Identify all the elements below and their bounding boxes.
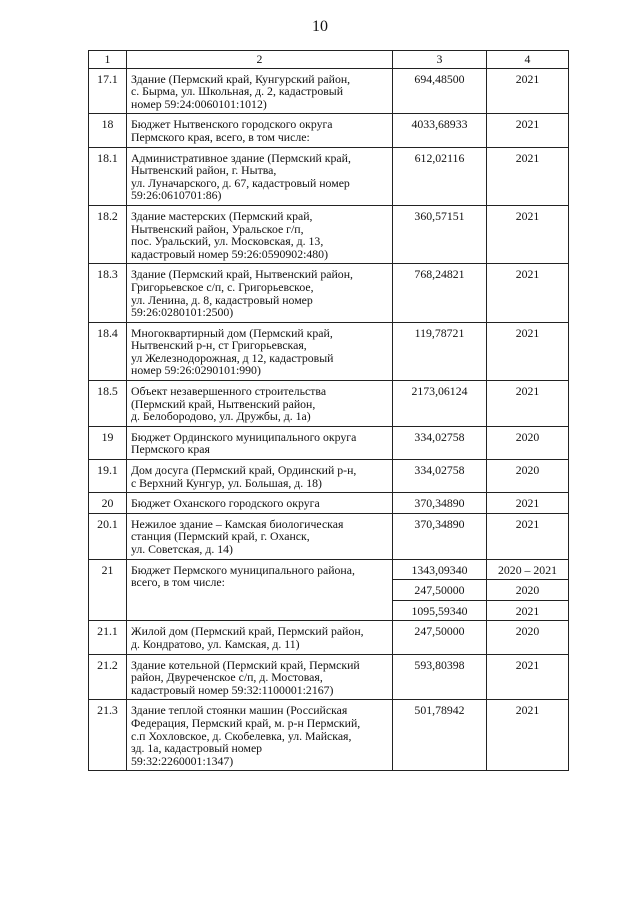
row-description: Здание (Пермский край, Кунгурский район, с. Бырма, ул. Школьная, д. 2, кадастровый номер 59:24:0060101:1012) (127, 68, 393, 114)
row-value: 247,50000 (393, 580, 487, 601)
row-value: 119,78721 (393, 322, 487, 380)
row-value: 768,24821 (393, 264, 487, 322)
row-value: 612,02116 (393, 147, 487, 205)
row-number: 19 (89, 426, 127, 459)
row-description: Жилой дом (Пермский край, Пермский район, д. Кондратово, ул. Камская, д. 11) (127, 621, 393, 654)
row-value: 1095,59340 (393, 600, 487, 621)
row-year: 2021 (487, 264, 569, 322)
table-header-row (89, 51, 569, 69)
row-value: 360,57151 (393, 205, 487, 263)
table-row (89, 460, 569, 493)
row-number: 17.1 (89, 68, 127, 114)
row-number: 18.3 (89, 264, 127, 322)
header-col-3: 3 (393, 51, 487, 69)
row-year: 2021 (487, 600, 569, 621)
table-row (89, 621, 569, 654)
row-value: 247,50000 (393, 621, 487, 654)
row-year: 2021 (487, 114, 569, 147)
row-description: Здание (Пермский край, Нытвенский район, Григорьевское с/п, с. Григорьевское, ул. Ленина, д. 8, кадастровый номер 59:26:0280101:2500) (127, 264, 393, 322)
table-row (89, 559, 569, 580)
row-value: 501,78942 (393, 700, 487, 771)
row-value: 4033,68933 (393, 114, 487, 147)
row-number: 21.3 (89, 700, 127, 771)
row-number: 19.1 (89, 460, 127, 493)
table-row (89, 205, 569, 263)
row-year: 2020 (487, 460, 569, 493)
row-value: 2173,06124 (393, 381, 487, 427)
row-description: Здание мастерских (Пермский край, Нытвенский район, Уральское г/п, пос. Уральский, ул. Московская, д. 13, кадастровый номер 59:26:0590902:480) (127, 205, 393, 263)
row-number: 20 (89, 493, 127, 514)
table-row (89, 322, 569, 380)
row-year: 2021 (487, 513, 569, 559)
row-number: 20.1 (89, 513, 127, 559)
table-row (89, 68, 569, 114)
row-number: 18.1 (89, 147, 127, 205)
row-description: Нежилое здание – Камская биологическая станция (Пермский край, г. Оханск, ул. Советская, д. 14) (127, 513, 393, 559)
row-number: 18.4 (89, 322, 127, 380)
row-description: Бюджет Пермского муниципального района, всего, в том числе: (127, 559, 393, 621)
table-row (89, 426, 569, 459)
row-value: 370,34890 (393, 513, 487, 559)
row-description: Бюджет Нытвенского городского округа Пермского края, всего, в том числе: (127, 114, 393, 147)
row-description: Дом досуга (Пермский край, Ординский р-н, с Верхний Кунгур, ул. Большая, д. 18) (127, 460, 393, 493)
row-description: Здание котельной (Пермский край, Пермский район, Двуреченское с/п, д. Мостовая, кадастровый номер 59:32:1100001:2167) (127, 654, 393, 700)
table-row (89, 700, 569, 771)
table-row (89, 493, 569, 514)
header-col-2: 2 (127, 51, 393, 69)
row-number: 18.2 (89, 205, 127, 263)
row-number: 18 (89, 114, 127, 147)
row-number: 21.1 (89, 621, 127, 654)
table-row (89, 381, 569, 427)
row-year: 2021 (487, 700, 569, 771)
header-col-4: 4 (487, 51, 569, 69)
row-value: 593,80398 (393, 654, 487, 700)
row-year: 2020 (487, 621, 569, 654)
row-value: 334,02758 (393, 460, 487, 493)
row-value: 694,48500 (393, 68, 487, 114)
row-year: 2021 (487, 654, 569, 700)
table-row (89, 513, 569, 559)
row-description: Объект незавершенного строительства (Пермский край, Нытвенский район, д. Белобородово, ул. Дружбы, д. 1а) (127, 381, 393, 427)
row-year: 2020 – 2021 (487, 559, 569, 580)
row-year: 2021 (487, 493, 569, 514)
row-value: 334,02758 (393, 426, 487, 459)
row-year: 2021 (487, 147, 569, 205)
row-description: Бюджет Ординского муниципального округа Пермского края (127, 426, 393, 459)
row-year: 2020 (487, 580, 569, 601)
budget-table (88, 50, 569, 771)
row-year: 2021 (487, 68, 569, 114)
row-value: 1343,09340 (393, 559, 487, 580)
row-description: Бюджет Оханского городского округа (127, 493, 393, 514)
table-row (89, 654, 569, 700)
header-col-1: 1 (89, 51, 127, 69)
row-year: 2021 (487, 381, 569, 427)
row-description: Административное здание (Пермский край, Нытвенский район, г. Нытва, ул. Луначарского, д. 67, кадастровый номер 59:26:0610701:86) (127, 147, 393, 205)
table-row (89, 264, 569, 322)
row-year: 2020 (487, 426, 569, 459)
row-number: 21.2 (89, 654, 127, 700)
row-year: 2021 (487, 322, 569, 380)
row-year: 2021 (487, 205, 569, 263)
row-number: 21 (89, 559, 127, 621)
row-number: 18.5 (89, 381, 127, 427)
page-number: 10 (312, 18, 328, 35)
row-value: 370,34890 (393, 493, 487, 514)
row-description: Многоквартирный дом (Пермский край, Нытвенский р-н, ст Григорьевская, ул Железнодорожная, д 12, кадастровый номер 59:26:0290101:990) (127, 322, 393, 380)
table-row (89, 114, 569, 147)
table-row (89, 147, 569, 205)
row-description: Здание теплой стоянки машин (Российская Федерация, Пермский край, м. р-н Пермский, с.п Хохловское, д. Скобелевка, ул. Майская, зд. 1а, кадастровый номер 59:32:2260001:1347) (127, 700, 393, 771)
